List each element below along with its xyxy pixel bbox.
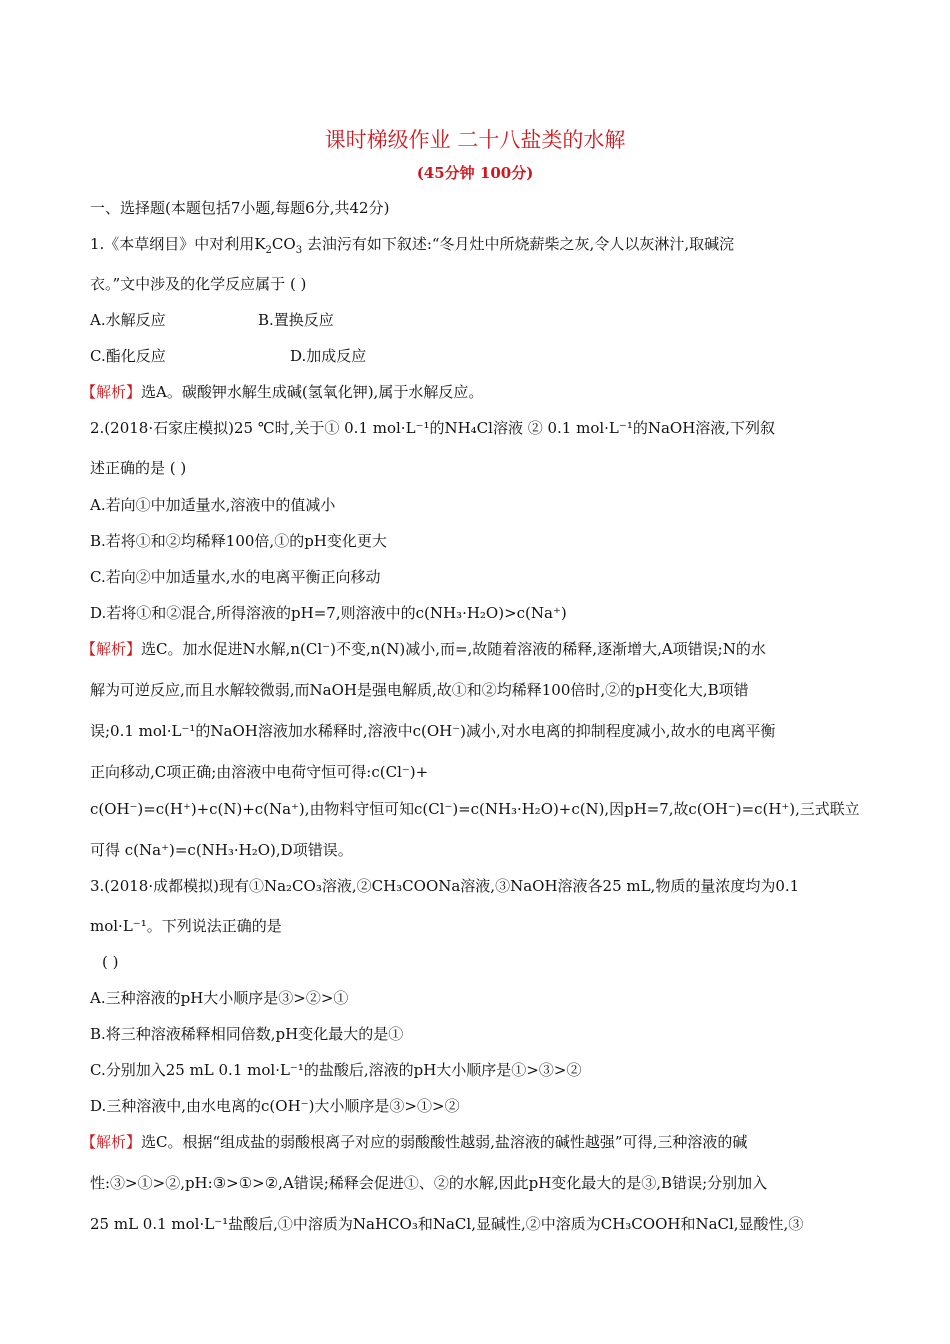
analysis-tag: 【解析】 (81, 383, 142, 401)
q1-option-d: D.加成反应 (290, 347, 367, 365)
analysis-tag: 【解析】 (81, 640, 142, 658)
q2-analysis-line4: 正向移动,C项正确;由溶液中电荷守恒可得:c(Cl⁻)+ (90, 763, 429, 781)
q3-analysis-line2: 性:③>①>②,pH:③>①>②,A错误;稀释会促进①、②的水解,因此pH变化最大的是③,B错误;分别加入 (90, 1174, 768, 1192)
q3-stem-line3: ( ) (102, 953, 119, 971)
q2-analysis-line2: 解为可逆反应,而且水解较微弱,而NaOH是强电解质,故①和②均稀释100倍时,②的pH变化大,B项错 (90, 681, 749, 699)
q1-option-c: C.酯化反应 (90, 347, 166, 365)
q3-analysis-line3: 25 mL 0.1 mol·L⁻¹盐酸后,①中溶质为NaHCO₃和NaCl,显碱性,②中溶质为CH₃COOH和NaCl,显酸性,③ (90, 1215, 804, 1233)
q2-option-b: B.若将①和②均稀释100倍,①的pH变化更大 (90, 532, 387, 550)
q3-option-b: B.将三种溶液稀释相同倍数,pH变化最大的是① (90, 1025, 404, 1043)
q3-analysis-line1: 【解析】选C。根据“组成盐的弱酸根离子对应的弱酸酸性越弱,盐溶液的碱性越强”可得,三种溶液的碱 (81, 1133, 748, 1151)
q2-option-d: D.若将①和②混合,所得溶液的pH=7,则溶液中的c(NH₃·H₂O)>c(Na⁺) (90, 604, 567, 622)
q2-stem-line1: 2.(2018·石家庄模拟)25 ℃时,关于① 0.1 mol·L⁻¹的NH₄Cl溶液 ② 0.1 mol·L⁻¹的NaOH溶液,下列叙 (90, 419, 776, 437)
page-title: 课时梯级作业 二十八盐类的水解 (324, 128, 626, 152)
section-heading: 一、选择题(本题包括7小题,每题6分,共42分) (90, 199, 390, 217)
q1-option-a: A.水解反应 (90, 311, 166, 329)
q2-option-c: C.若向②中加适量水,水的电离平衡正向移动 (90, 568, 381, 586)
analysis-tag: 【解析】 (81, 1133, 142, 1151)
q2-option-a: A.若向①中加适量水,溶液中的值减小 (90, 496, 336, 514)
q3-option-c: C.分别加入25 mL 0.1 mol·L⁻¹的盐酸后,溶液的pH大小顺序是①>③>② (90, 1061, 582, 1079)
q1-stem-line2: 衣。”文中涉及的化学反应属于 ( ) (90, 275, 307, 293)
q3-option-d: D.三种溶液中,由水电离的c(OH⁻)大小顺序是③>①>② (90, 1097, 460, 1115)
page-subtitle: (45分钟 100分) (416, 164, 534, 182)
q1-analysis: 【解析】选A。碳酸钾水解生成碱(氢氧化钾),属于水解反应。 (81, 383, 484, 401)
q1-stem-line1: 1.《本草纲目》中对利用$K_2CO_3$ 去油污有如下叙述:“冬月灶中所烧薪柴之灰,令人以灰淋汁,取碱浣 (90, 235, 735, 256)
q3-stem-line2: mol·L⁻¹。下列说法正确的是 (90, 917, 282, 935)
q3-stem-line1: 3.(2018·成都模拟)现有①Na₂CO₃溶液,②CH₃COONa溶液,③NaOH溶液各25 mL,物质的量浓度均为0.1 (90, 877, 800, 895)
q2-analysis-line6: 可得 c(Na⁺)=c(NH₃·H₂O),D项错误。 (90, 841, 353, 859)
q1-option-b: B.置换反应 (258, 311, 334, 329)
q2-stem-line2: 述正确的是 ( ) (90, 459, 187, 477)
q3-option-a: A.三种溶液的pH大小顺序是③>②>① (90, 989, 349, 1007)
q2-analysis-line3: 误;0.1 mol·L⁻¹的NaOH溶液加水稀释时,溶液中c(OH⁻)减小,对水电离的抑制程度减小,故水的电离平衡 (90, 722, 776, 740)
q2-analysis-line1: 【解析】选C。加水促进N水解,n(Cl⁻)不变,n(N)减小,而=,故随着溶液的稀释,逐渐增大,A项错误;N的水 (81, 640, 766, 658)
q2-analysis-line5: c(OH⁻)=c(H⁺)+c(N)+c(Na⁺),由物料守恒可知c(Cl⁻)=c(NH₃·H₂O)+c(N),因pH=7,故c(OH⁻)=c(H⁺),三式联立 (90, 800, 860, 818)
